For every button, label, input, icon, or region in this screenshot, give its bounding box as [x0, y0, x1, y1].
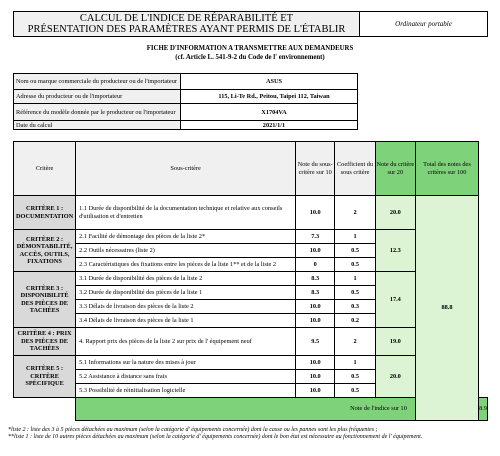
sub-criterion: 2.2 Outils nécessaires (liste 2) — [76, 244, 296, 258]
info-value: ASUS — [181, 74, 358, 90]
info-value: 2021/1/1 — [181, 121, 358, 130]
info-table — [13, 73, 358, 130]
criterion-score: 20.0 — [375, 196, 415, 230]
sub-criterion: 3.2 Durée de disponibilité des pièces de la liste 1 — [76, 286, 296, 300]
criterion-score: 20.0 — [375, 356, 415, 398]
footnotes — [8, 427, 496, 441]
sub-criterion: 4. Rapport prix des pièces de la liste 2 sur prix de l' équipement neuf — [76, 328, 296, 356]
info-label: Date du calcul — [14, 121, 181, 130]
sub-note: 10.0 — [296, 384, 335, 398]
criterion-name: CRITÈRE 5 : CRITÈRE SPÉCIFIQUE — [14, 356, 76, 398]
sub-coef: 0.5 — [335, 244, 376, 258]
criterion-name: CRITÈRE 4 : PRIX DES PIÈCES DE TACHÈES — [14, 328, 76, 356]
criterion-score: 19.0 — [375, 328, 415, 356]
sub-coef: 2 — [335, 328, 376, 356]
header-note: Note du sous-critère sur 10 — [296, 142, 335, 196]
sub-coef: 0.2 — [335, 314, 376, 328]
info-label: Référence du modèle donnée par le producteur ou l'importateur — [14, 104, 181, 121]
sub-coef: 0.5 — [335, 370, 376, 384]
sub-coef: 2 — [335, 196, 376, 230]
sub-coef: 0.5 — [335, 286, 376, 300]
sub-note: 0 — [296, 258, 335, 272]
sub-note: 10.0 — [296, 356, 335, 370]
document-title — [14, 12, 360, 37]
criterion-name: CRITÈRE 2 : DÉMONTABILITÉ, ACCÈS, OUTILS, FIXATIONS — [14, 230, 76, 272]
sub-criterion: 5.3 Possibilité de réinitialisation logicielle — [76, 384, 296, 398]
sub-note: 7.3 — [296, 230, 335, 244]
info-label: Nom ou marque commerciale du producteur ou de l'importateur — [14, 74, 181, 90]
criterion-score: 12.3 — [375, 230, 415, 272]
title-line-1: CALCUL DE L'INDICE DE RÉPARABILITÉ ET — [79, 13, 294, 24]
sub-note: 10.0 — [296, 196, 335, 230]
info-row — [14, 104, 358, 121]
table-row — [14, 196, 488, 230]
header-coef: Coefficient du sous critère — [335, 142, 376, 196]
sub-note: 8.3 — [296, 286, 335, 300]
header-sous-critere: Sous-critère — [76, 142, 296, 196]
final-label: Note de l'indice sur 10 — [76, 398, 416, 421]
header-critere: Critère — [14, 142, 76, 196]
total-score: 88.8 — [415, 196, 478, 421]
sub-criterion: 5.1 Informations sur la nature des mises à jour — [76, 356, 296, 370]
sub-coef: 0.3 — [335, 300, 376, 314]
info-row — [14, 90, 358, 104]
header-total: Total des notes des critères sur 100 — [415, 142, 478, 196]
sub-criterion: 3.1 Durée de disponibilité des pièces de la liste 2 — [76, 272, 296, 286]
sub-note: 10.0 — [296, 244, 335, 258]
sub-criterion: 5.2 Assistance à distance sans frais — [76, 370, 296, 384]
product-category: Ordinateur portable — [360, 12, 488, 37]
title-line-2: PRÉSENTATION DES PARAMÈTRES AYANT PERMIS DE L'ÉTABLIR — [27, 24, 346, 35]
fiche-title: FICHE D'INFORMATION A TRANSMETTRE AUX DEMANDEURS — [146, 45, 354, 52]
footnote-liste-1: **liste 1 : liste de 10 autres pièces détachées au maximum (selon la catégorie d' équipements concernée) dont le bon état est nécessaire au fonctionnement de l' équipement. — [8, 434, 423, 440]
sub-criterion: 1.1 Durée de disponibilité de la documentation technique et relative aux conseils d'utilisation et d'entretien — [76, 196, 296, 230]
header-table — [13, 11, 488, 37]
sub-note: 10.0 — [296, 314, 335, 328]
sub-coef: 0.5 — [335, 384, 376, 398]
info-row — [14, 74, 358, 90]
sub-coef: 1 — [335, 356, 376, 370]
sub-criterion: 3.4 Délais de livraison des pièces de la liste 1 — [76, 314, 296, 328]
criterion-score: 17.4 — [375, 272, 415, 328]
sub-coef: 0.5 — [335, 258, 376, 272]
sub-coef: 1 — [335, 272, 376, 286]
sub-note: 8.3 — [296, 272, 335, 286]
header-note-critere: Note du critère sur 20 — [375, 142, 415, 196]
repairability-table — [13, 141, 488, 421]
final-score: 8.9 — [479, 398, 488, 421]
sub-criterion: 3.3 Délais de livraison des pièces de la liste 2 — [76, 300, 296, 314]
sub-note: 9.5 — [296, 328, 335, 356]
sub-note: 10.0 — [296, 370, 335, 384]
table-header-row — [14, 142, 488, 196]
info-row — [14, 121, 358, 130]
criterion-name: CRITÈRE 1 : DOCUMENTATION — [14, 196, 76, 230]
sub-criterion: 2.1 Facilité de démontage des pièces de la liste 2* — [76, 230, 296, 244]
fiche-article: (cf. Article L. 541-9-2 du Code de l' environnement) — [175, 54, 325, 61]
sub-criterion: 2.3 Caractéristiques des fixations entre les pièces de la liste 1** et de la liste 2 — [76, 258, 296, 272]
footnote-liste-2: *liste 2 : liste des 3 à 5 pièces détachées au maximum (selon la catégorie d' équipements concernée) dont la casse ou les pannes sont les plus fréquentes ; — [8, 427, 378, 433]
info-label: Adresse du producteur ou de l'importateur — [14, 90, 181, 104]
info-value: X1704VA — [181, 104, 358, 121]
sub-coef: 1 — [335, 230, 376, 244]
info-value: 115, Li-Te Rd., Peitou, Taipei 112, Taiwan — [181, 90, 358, 104]
sub-note: 10.0 — [296, 300, 335, 314]
criterion-name: CRITÈRE 3 : DISPONIBILITÉ DES PIÈCES DE TACHÈES — [14, 272, 76, 328]
